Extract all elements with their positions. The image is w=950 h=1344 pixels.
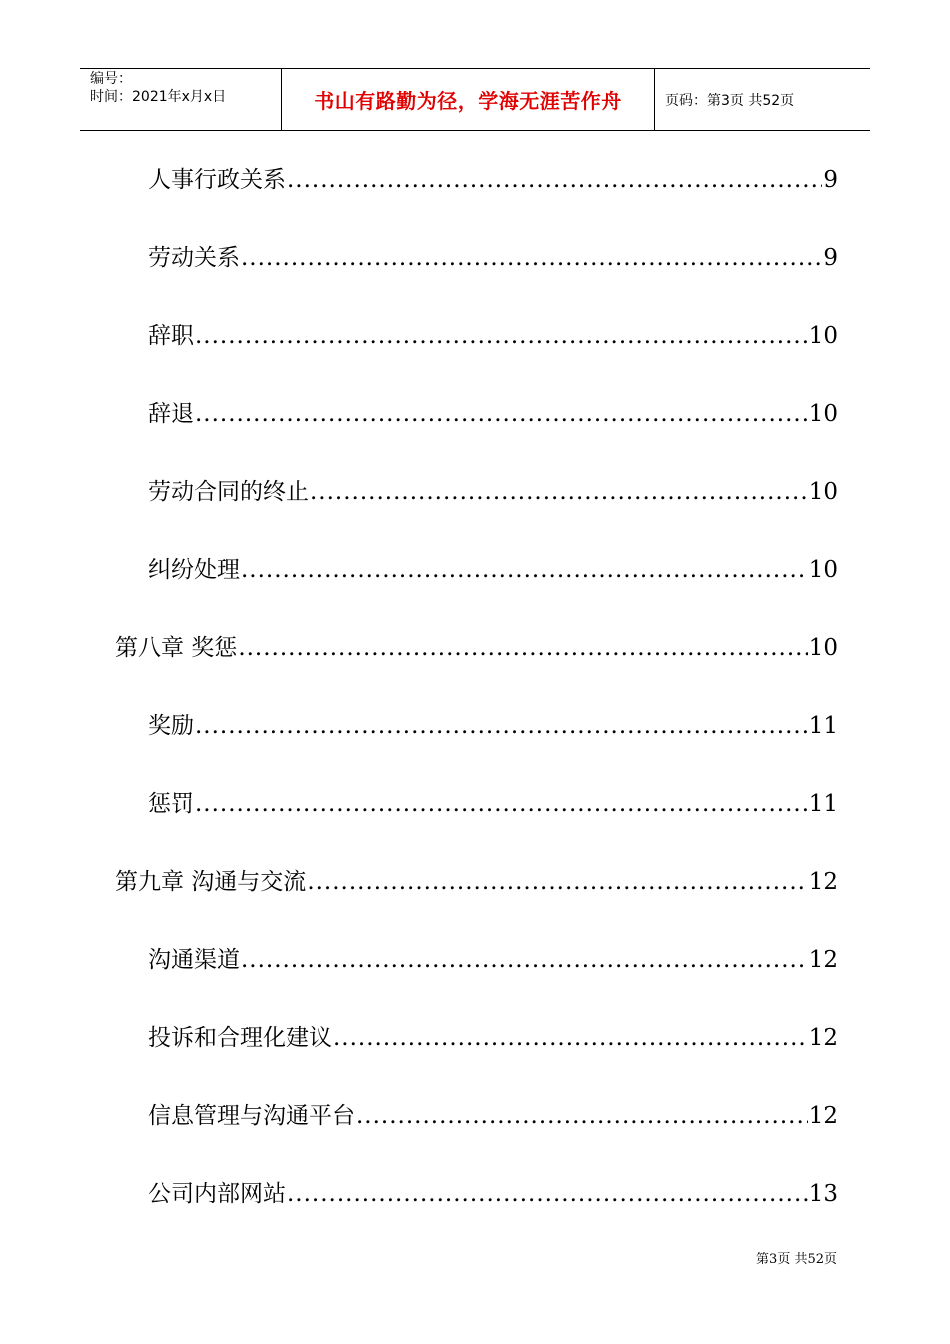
toc-entry-title: 公司内部网站 xyxy=(148,1181,286,1207)
toc-dot-leader xyxy=(287,1179,808,1209)
toc-section-entry[interactable] xyxy=(148,1169,838,1209)
toc-entry-title: 第九章 沟通与交流 xyxy=(115,869,307,895)
toc-section-entry[interactable] xyxy=(148,155,838,195)
toc-entry-page-number: 12 xyxy=(808,947,838,973)
toc-entry-page-number: 10 xyxy=(808,557,838,583)
toc-section-entry[interactable] xyxy=(148,545,838,585)
toc-dot-leader xyxy=(195,399,808,429)
toc-dot-leader xyxy=(241,945,808,975)
serial-number-label: 编号： xyxy=(90,71,132,87)
toc-section-entry[interactable] xyxy=(148,701,838,741)
toc-entry-title: 纠纷处理 xyxy=(148,557,240,583)
toc-dot-leader xyxy=(241,555,808,585)
toc-entry-title: 第八章 奖惩 xyxy=(115,635,238,661)
toc-entry-page-number: 9 xyxy=(823,167,838,193)
toc-dot-leader xyxy=(238,633,807,663)
toc-entry-title: 沟通渠道 xyxy=(148,947,240,973)
toc-entry-page-number: 9 xyxy=(823,245,838,271)
toc-section-entry[interactable] xyxy=(148,467,838,507)
toc-entry-title: 信息管理与沟通平台 xyxy=(148,1103,355,1129)
motto-text: 书山有路勤为径，学海无涯苦作舟 xyxy=(314,89,622,113)
page-footer: 第3页 共52页 xyxy=(756,1252,837,1267)
toc-entry-page-number: 12 xyxy=(808,1025,838,1051)
toc-section-entry[interactable] xyxy=(148,779,838,819)
toc-entry-page-number: 10 xyxy=(808,479,838,505)
toc-section-entry[interactable] xyxy=(148,1013,838,1053)
toc-section-entry[interactable] xyxy=(148,311,838,351)
toc-entry-page-number: 10 xyxy=(808,635,838,661)
toc-entry-title: 辞职 xyxy=(148,323,194,349)
toc-entry-page-number: 11 xyxy=(808,713,838,739)
page-header xyxy=(80,68,870,131)
toc-entry-page-number: 10 xyxy=(808,401,838,427)
toc-dot-leader xyxy=(333,1023,808,1053)
toc-section-entry[interactable] xyxy=(148,1091,838,1131)
toc-entry-page-number: 12 xyxy=(808,1103,838,1129)
toc-dot-leader xyxy=(287,165,822,195)
toc-entry-title: 投诉和合理化建议 xyxy=(148,1025,332,1051)
toc-entry-title: 劳动关系 xyxy=(148,245,240,271)
toc-section-entry[interactable] xyxy=(148,233,838,273)
header-motto-cell xyxy=(282,69,655,130)
toc-entry-title: 惩罚 xyxy=(148,791,194,817)
toc-entry-page-number: 10 xyxy=(808,323,838,349)
toc-entry-title: 奖励 xyxy=(148,713,194,739)
toc-section-entry[interactable] xyxy=(148,935,838,975)
toc-entry-page-number: 12 xyxy=(808,869,838,895)
toc-entry-page-number: 13 xyxy=(808,1181,838,1207)
toc-dot-leader xyxy=(307,867,807,897)
toc-dot-leader xyxy=(195,321,808,351)
toc-chapter-entry[interactable] xyxy=(115,857,838,897)
header-page-info: 页码：第3页 共52页 xyxy=(665,92,795,109)
header-meta-cell xyxy=(80,69,282,130)
toc-entry-title: 辞退 xyxy=(148,401,194,427)
toc-entry-title: 劳动合同的终止 xyxy=(148,479,309,505)
toc-dot-leader xyxy=(195,789,808,819)
toc-section-entry[interactable] xyxy=(148,389,838,429)
toc-entry-page-number: 11 xyxy=(808,791,838,817)
toc-entry-title: 人事行政关系 xyxy=(148,167,286,193)
toc-dot-leader xyxy=(310,477,808,507)
toc-dot-leader xyxy=(195,711,808,741)
header-page-cell xyxy=(655,69,870,130)
toc-dot-leader xyxy=(356,1101,808,1131)
date-label: 时间：2021年x月x日 xyxy=(90,89,227,105)
toc-chapter-entry[interactable] xyxy=(115,623,838,663)
toc-dot-leader xyxy=(241,243,822,273)
